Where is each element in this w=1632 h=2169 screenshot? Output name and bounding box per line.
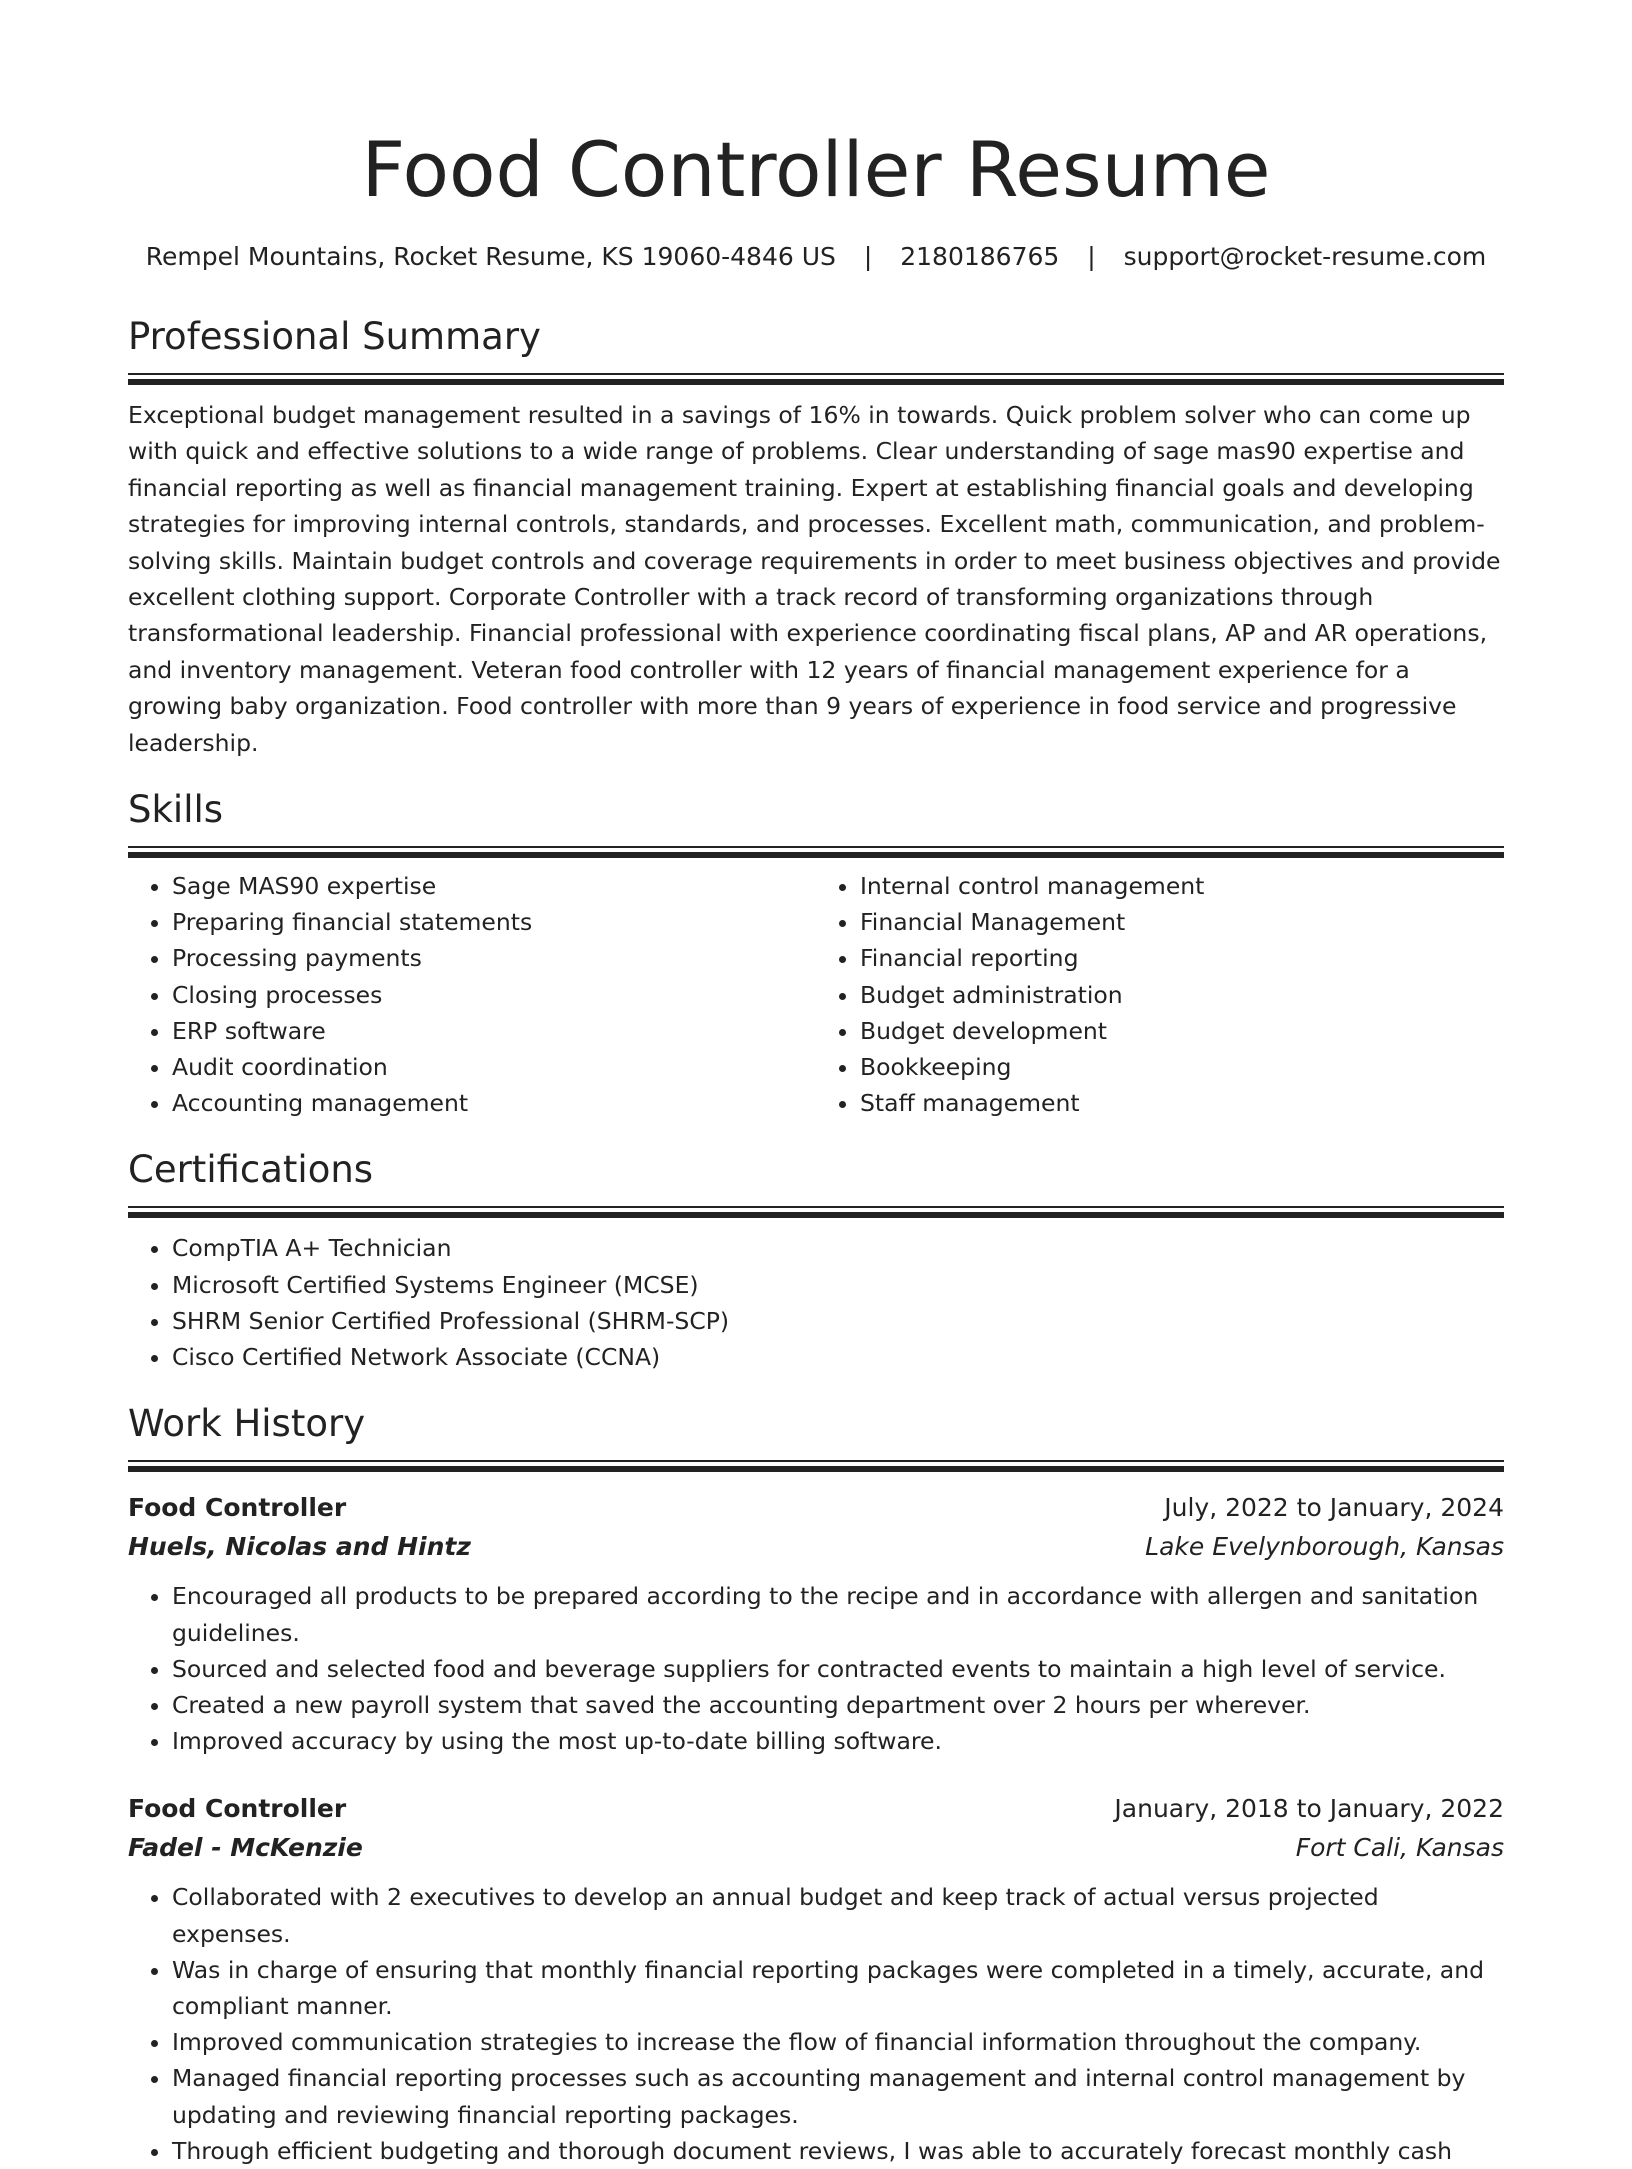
- skill-item: • Audit coordination: [172, 1049, 816, 1085]
- certifications-heading: Certifications: [128, 1148, 374, 1192]
- contact-phone: 2180186765: [900, 242, 1060, 271]
- job-title: Food Controller: [128, 1794, 347, 1824]
- skill-item: • Budget development: [860, 1013, 1504, 1049]
- section-divider: [128, 1460, 1504, 1472]
- skill-item: • Internal control management: [860, 868, 1504, 904]
- skill-item: • Processing payments: [172, 940, 816, 976]
- certification-item: • Microsoft Certified Systems Engineer (MCSE): [172, 1267, 1504, 1303]
- skill-item: • Accounting management: [172, 1085, 816, 1121]
- contact-separator: |: [1087, 242, 1096, 271]
- skill-item: • Staff management: [860, 1085, 1504, 1121]
- job-title: Food Controller: [128, 1493, 347, 1523]
- contact-address: Rempel Mountains, Rocket Resume, KS 19060-4846 US: [145, 242, 836, 271]
- skill-item: • Sage MAS90 expertise: [172, 868, 816, 904]
- job-bullets: [128, 1578, 1504, 1759]
- skill-item: • Closing processes: [172, 977, 816, 1013]
- work-history-section: [128, 1401, 1504, 2169]
- skill-item: • Financial Management: [860, 904, 1504, 940]
- job-bullet: • Through efficient budgeting and thorough document reviews, I was able to accurately forecast monthly cash: [172, 2133, 1504, 2169]
- certifications-section: [128, 1147, 1504, 1375]
- section-divider: [128, 1206, 1504, 1218]
- job-dates: January, 2018 to January, 2022: [1114, 1794, 1504, 1824]
- certifications-list: [128, 1230, 1504, 1375]
- certification-item: • CompTIA A+ Technician: [172, 1230, 1504, 1266]
- job-bullets: [128, 1879, 1504, 2169]
- job-bullet: • Created a new payroll system that saved the accounting department over 2 hours per wherever.: [172, 1687, 1504, 1723]
- summary-heading: Professional Summary: [128, 315, 541, 358]
- job-company: Huels, Nicolas and Hintz: [128, 1532, 471, 1562]
- skills-list-left: [128, 868, 816, 1121]
- job-entry: [128, 1488, 1504, 1759]
- job-bullet: • Sourced and selected food and beverage suppliers for contracted events to maintain a high level of service.: [172, 1651, 1504, 1687]
- work-history-heading: Work History: [128, 1402, 366, 1446]
- job-location: Fort Cali, Kansas: [1295, 1833, 1504, 1863]
- contact-separator: |: [863, 242, 873, 271]
- contact-email: support@rocket-resume.com: [1123, 242, 1487, 271]
- skill-item: • Preparing financial statements: [172, 904, 816, 940]
- certification-item: • Cisco Certified Network Associate (CCNA): [172, 1339, 1504, 1375]
- skill-item: • Financial reporting: [860, 940, 1504, 976]
- job-bullet: • Managed financial reporting processes such as accounting management and internal control management by updating and reviewing financial reporting packages.: [172, 2060, 1504, 2132]
- resume-title: Food Controller Resume: [361, 125, 1271, 214]
- contact-line: [128, 240, 1504, 274]
- skill-item: • Bookkeeping: [860, 1049, 1504, 1085]
- skills-grid: [128, 868, 1504, 1121]
- job-bullet: • Improved communication strategies to increase the flow of financial information throughout the company.: [172, 2024, 1504, 2060]
- job-bullet: • Encouraged all products to be prepared according to the recipe and in accordance with allergen and sanitation guidelines.: [172, 1578, 1504, 1650]
- section-divider: [128, 846, 1504, 858]
- resume-page: [128, 0, 1504, 2169]
- job-dates: July, 2022 to January, 2024: [1164, 1493, 1504, 1523]
- skills-section: [128, 787, 1504, 1121]
- job-company: Fadel - McKenzie: [128, 1833, 363, 1863]
- job-location: Lake Evelynborough, Kansas: [1145, 1532, 1504, 1562]
- skills-list-right: [816, 868, 1504, 1121]
- job-bullet: • Was in charge of ensuring that monthly financial reporting packages were completed in a timely, accurate, and compliant manner.: [172, 1952, 1504, 2024]
- certification-item: • SHRM Senior Certified Professional (SHRM-SCP): [172, 1303, 1504, 1339]
- section-divider: [128, 373, 1504, 385]
- skills-heading: Skills: [128, 788, 224, 832]
- skill-item: • Budget administration: [860, 977, 1504, 1013]
- job-bullet: • Improved accuracy by using the most up-to-date billing software.: [172, 1723, 1504, 1759]
- skill-item: • ERP software: [172, 1013, 816, 1049]
- job-bullet: • Collaborated with 2 executives to develop an annual budget and keep track of actual versus projected expenses.: [172, 1879, 1504, 1951]
- summary-text: Exceptional budget management resulted in a savings of 16% in towards. Quick problem solver who can come up with quick and effective solutions to a wide range of problems. Clear understanding of sage mas90 expertise and financial reporting as well as financial management training. Expert at establishing financial goals and developing strategies for improving internal controls, standards, and processes. Excellent math, communication, and problem-solving skills. Maintain budget controls and coverage requirements in order to meet business objectives and provide excellent clothing support. Corporate Controller with a track record of transforming organizations through transformational leadership. Financial professional with experience coordinating fiscal plans, AP and AR operations, and inventory management. Veteran food controller with 12 years of financial management experience for a growing baby organization. Food controller with more than 9 years of experience in food service and progressive leadership.: [128, 401, 1501, 757]
- summary-section: [128, 314, 1504, 761]
